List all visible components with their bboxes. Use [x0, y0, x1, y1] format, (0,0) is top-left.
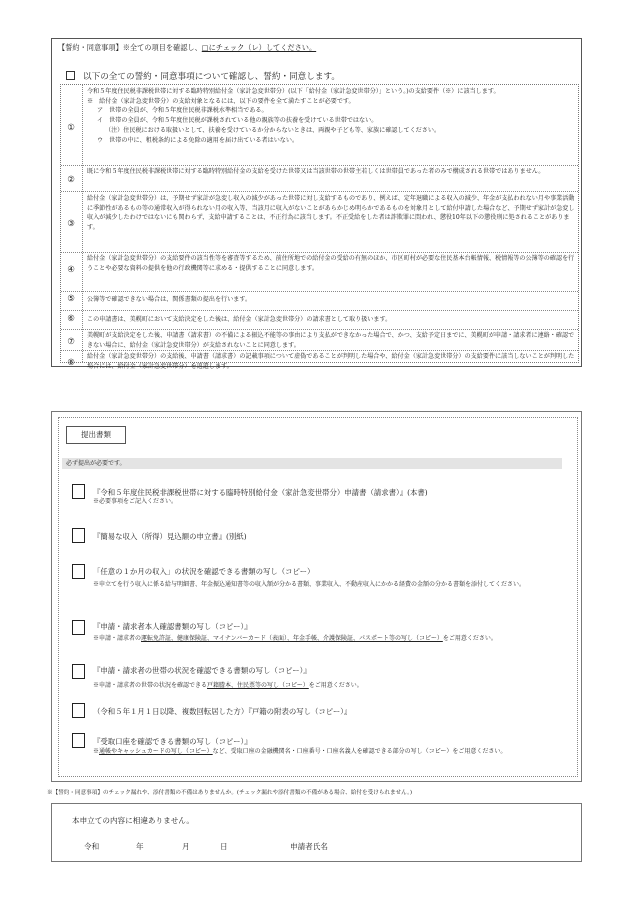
- note-text: をご用意ください。: [308, 682, 363, 689]
- note-text: をご用意ください。: [442, 635, 497, 642]
- item-number: ④: [67, 265, 75, 275]
- agreement-header: [58, 43, 316, 53]
- declaration-text: 本申立ての内容に相違ありません。: [72, 816, 194, 825]
- agreement-item-1: [87, 87, 577, 145]
- document-checkbox[interactable]: [72, 733, 85, 748]
- item-text: この申請書は、美幌町において支給決定をした後は、給付金（家計急変世帯分）の請求書として取り扱います。: [87, 316, 392, 323]
- document-title: （令和５年１月１日以降、複数回転居した方）『戸籍の附表の写し（コピー）』: [93, 707, 352, 716]
- document-note: [93, 634, 563, 644]
- document-title: 『受取口座を確認できる書類の写し（コピー）』: [93, 737, 252, 746]
- document-title: 『申請・請求者本人確認書類の写し（コピー）』: [93, 622, 252, 631]
- item-number: ⑦: [67, 337, 75, 347]
- agreement-item-8: [87, 352, 577, 371]
- item-number: ②: [67, 175, 75, 185]
- item-text: イ 世帯の全員が、令和５年度住民税が課税されている他の親族等の扶養を受けている世帯ではない。: [97, 117, 378, 125]
- date-day: 日: [220, 842, 228, 851]
- document-note: ※必要事項をご記入ください。: [93, 498, 178, 505]
- item-text: 美幌町が支給決定をした後、申請書（請求書）の不備による振込不能等の事由により支払ができなかった場合で、かつ、支給予定日までに、美幌町が申請・請求者に連絡・確認できない場合に、給付金（家計急変世帯分）が支給されないことに同意します。: [87, 332, 575, 349]
- agree-all-checkbox[interactable]: [66, 71, 75, 80]
- item-text: ア 世帯の全員が、令和５年度住民税非課税水準相当である。: [97, 107, 268, 115]
- agreement-item-2: [87, 167, 577, 177]
- item-text: 既に令和５年度住民税非課税世帯に対する臨時特別給付金の支給を受けた世帯又は当該世帯の世帯主若しくは世帯員であった者のみで構成される世帯ではありません。: [87, 168, 545, 175]
- signature-row: [84, 841, 328, 852]
- item-number: ⑤: [67, 294, 75, 304]
- item-text: ウ 世帯の中に、租税条約による免除の適用を届け出ている者はいない。: [97, 136, 299, 144]
- agreement-item-6: [87, 315, 577, 325]
- documents-tab: 提出書類: [66, 426, 126, 444]
- item-number: ⑧: [67, 358, 75, 368]
- note-text: ※: [93, 748, 100, 755]
- document-title: 『簡易な収入（所得）見込額の申立書』(別紙): [93, 532, 247, 541]
- date-era: 令和: [84, 842, 100, 851]
- document-title: 『申請・請求者の世帯の状況を確認できる書類の写し（コピー）』: [93, 666, 311, 675]
- item-number: ③: [67, 219, 75, 229]
- agreement-header-note: ※全ての項目を確認し、: [122, 43, 202, 52]
- agreement-header-title: 【誓約・同意事項】: [58, 43, 123, 52]
- documents-inner-border: [58, 417, 578, 777]
- item-number: ⑥: [67, 314, 75, 324]
- document-title: 「任意の１か月の収入」の状況を確認できる書類の写し（コピー）: [93, 567, 315, 576]
- agree-all-row[interactable]: [66, 70, 340, 82]
- item-text: 給付金（家計急変世帯分）の支給後、申請書（請求書）の記載事項について虚偽であることが判明した場合や、給付金（家計急変世帯分）の支給要件に該当しないことが判明した場合には、給付金（家計急変世帯分）を返還します。: [87, 353, 575, 370]
- applicant-name-label: 申請者氏名: [290, 842, 328, 851]
- agreement-item-3: [87, 194, 577, 233]
- document-checkbox[interactable]: [72, 564, 85, 579]
- agreement-item-5: [87, 295, 577, 305]
- agree-all-label: 以下の全ての誓約・同意事項について確認し、誓約・同意します。: [83, 72, 340, 82]
- agreement-items-table: [60, 84, 579, 370]
- date-year: 年: [136, 842, 144, 851]
- note-text: ※申請・請求者の: [93, 635, 142, 642]
- note-underlined: 通帳やキャッシュカードの写し（コピー）: [99, 748, 213, 755]
- note-underlined: 運転免許証、健康保険証、マイナンバーカード（表面）、年金手帳、介護保険証、パスポート等の写し（コピー）: [141, 635, 443, 642]
- document-note: [93, 681, 563, 691]
- note-underlined: 戸籍謄本、住民票等の写し（コピー）: [207, 682, 309, 689]
- item-text: 公簿等で確認できない場合は、関係書類の提出を行います。: [87, 296, 252, 303]
- required-bar: 必ず提出が必要です。: [62, 458, 562, 469]
- date-month: 月: [182, 842, 190, 851]
- item-text: （注）住民税における取扱いとして、扶養を受けているか分からないときは、両親や子ども等、家族に確認してください。: [105, 126, 441, 134]
- document-note: ※申立てを行う収入に係る給与明細書、年金振込通知書等の収入額が分かる書類、事業収入、不動産収入にかかる経費の金額の分かる書類を添付してください。: [93, 581, 526, 588]
- item-number: ①: [67, 123, 75, 133]
- item-text: ※ 給付金（家計急変世帯分）の支給対象となるには、以下の要件を全て満たすことが必要です。: [87, 97, 355, 105]
- agreement-header-note-underlined: □にチェック（レ）してください。: [201, 43, 317, 52]
- agreement-item-4: [87, 254, 577, 273]
- note-text: ※申請・請求者の世帯の状況を確認できる: [93, 682, 208, 689]
- item-text: 給付金（家計急変世帯分）は、予期せず家計が急変し収入の減少があった世帯に対し支給するものであり、例えば、定年退職による収入の減少、年金が支払われない月や事業活動に季節性があるもの等の通常収入が得られない月の収入等、当該月に収入がないことがあらかじめ明らかであるものを対象月として給付申請した場合など、予期せず家計が急変し収入が減少したわけではないにも関わらず、支給申請することは、不正行為に該当します。不正受給をした者は詐欺罪に問われ、懲役10年以下の懲役刑に処されることがあります。: [87, 195, 575, 232]
- document-checkbox[interactable]: [72, 664, 85, 679]
- agreement-item-7: [87, 331, 577, 350]
- item-text: 令和５年度住民税非課税世帯に対する臨時特別給付金（家計急変世帯分）(以下「給付金（家計急変世帯分）」という。)の支給要件（※）に該当します。: [87, 88, 500, 95]
- document-note: [93, 747, 563, 757]
- declaration-section: [51, 803, 582, 862]
- footnote: ※【誓約・同意事項】のチェック漏れや、添付書類の不備はありませんか。(チェック漏れや添付書類の不備がある場合、給付を受けられません。): [47, 790, 413, 796]
- document-title: 『令和５年度住民税非課税世帯に対する臨時特別給付金（家計急変世帯分）申請書（請求書）』(本書): [93, 488, 428, 497]
- document-checkbox[interactable]: [72, 703, 85, 718]
- document-checkbox[interactable]: [72, 484, 85, 499]
- note-text: など、受取口座の金融機関名・口座番号・口座名義人を確認できる部分の写し（コピー）をご用意ください。: [212, 748, 507, 755]
- document-checkbox[interactable]: [72, 528, 85, 543]
- document-checkbox[interactable]: [72, 620, 85, 635]
- item-text: 給付金（家計急変世帯分）の支給要件の該当性等を審査等するため、前住所地での給付金の受給の有無のほか、市区町村が必要な住民基本台帳情報、税情報等の公簿等の確認を行うことや必要な資料の提供を他の行政機関等に求める・提供することに同意します。: [87, 255, 575, 272]
